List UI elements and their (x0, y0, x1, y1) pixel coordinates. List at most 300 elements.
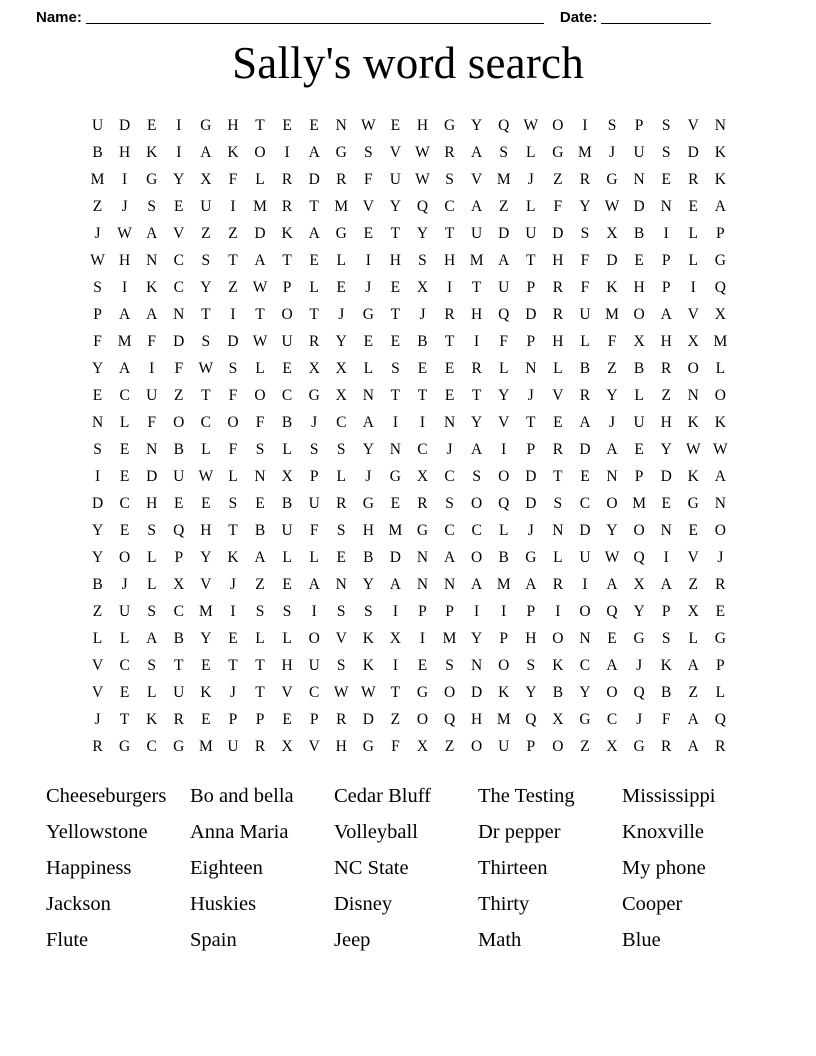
grid-cell[interactable]: R (715, 738, 726, 755)
grid-cell[interactable]: Y (362, 576, 374, 593)
grid-cell[interactable]: O (416, 711, 429, 728)
grid-cell[interactable]: T (255, 684, 265, 701)
grid-cell[interactable]: P (526, 333, 536, 350)
grid-cell[interactable]: E (282, 360, 292, 377)
grid-cell[interactable]: Q (173, 522, 185, 539)
grid-cell[interactable]: E (201, 495, 211, 512)
grid-cell[interactable]: S (526, 657, 536, 674)
grid-cell[interactable]: Z (228, 279, 238, 296)
grid-cell[interactable]: S (391, 360, 400, 377)
grid-cell[interactable]: H (227, 117, 239, 134)
grid-cell[interactable]: W (604, 198, 620, 215)
grid-cell[interactable]: C (308, 684, 320, 701)
grid-cell[interactable]: L (688, 252, 698, 269)
grid-cell[interactable]: U (91, 117, 104, 134)
grid-cell[interactable]: T (174, 657, 184, 674)
grid-cell[interactable]: P (526, 441, 536, 458)
grid-cell[interactable]: A (579, 414, 591, 431)
grid-cell[interactable]: E (444, 360, 455, 377)
grid-cell[interactable]: H (416, 117, 429, 134)
grid-cell[interactable]: U (119, 603, 131, 620)
grid-cell[interactable]: O (633, 306, 645, 323)
grid-cell[interactable]: O (281, 306, 293, 323)
grid-cell[interactable]: E (580, 468, 590, 485)
grid-cell[interactable]: O (714, 387, 726, 404)
grid-cell[interactable]: P (634, 468, 644, 485)
grid-cell[interactable]: C (606, 711, 618, 728)
grid-cell[interactable]: S (93, 441, 102, 458)
grid-cell[interactable]: R (173, 711, 184, 728)
grid-cell[interactable]: Z (607, 360, 617, 377)
grid-cell[interactable]: I (311, 603, 317, 620)
grid-cell[interactable]: S (661, 117, 671, 134)
grid-cell[interactable]: S (201, 333, 211, 350)
grid-cell[interactable]: V (687, 306, 699, 323)
grid-cell[interactable]: J (527, 171, 534, 188)
grid-cell[interactable]: G (714, 630, 726, 647)
grid-cell[interactable]: D (633, 198, 645, 215)
grid-cell[interactable]: M (388, 522, 403, 539)
grid-cell[interactable]: X (687, 603, 699, 620)
grid-cell[interactable]: A (362, 414, 374, 431)
grid-cell[interactable]: W (415, 171, 430, 188)
grid-cell[interactable]: K (606, 279, 618, 296)
grid-cell[interactable]: G (552, 144, 564, 161)
grid-cell[interactable]: M (90, 171, 105, 188)
grid-cell[interactable]: T (390, 387, 401, 404)
grid-cell[interactable]: L (336, 252, 346, 269)
grid-cell[interactable]: G (525, 549, 537, 566)
grid-cell[interactable]: O (606, 495, 618, 512)
grid-cell[interactable]: R (579, 171, 591, 188)
grid-cell[interactable]: U (633, 144, 645, 161)
grid-cell[interactable]: R (92, 738, 103, 755)
grid-cell[interactable]: F (228, 387, 238, 404)
grid-cell[interactable]: W (90, 252, 105, 269)
grid-cell[interactable]: E (661, 171, 671, 188)
grid-cell[interactable]: S (147, 198, 156, 215)
grid-cell[interactable]: E (174, 198, 184, 215)
grid-cell[interactable]: E (390, 117, 401, 134)
grid-cell[interactable]: P (661, 279, 671, 296)
grid-cell[interactable]: Y (606, 387, 618, 404)
grid-cell[interactable]: K (362, 630, 374, 647)
grid-cell[interactable]: I (555, 603, 561, 620)
grid-cell[interactable]: J (229, 576, 236, 593)
grid-cell[interactable]: H (443, 252, 456, 269)
grid-cell[interactable]: K (146, 144, 158, 161)
grid-cell[interactable]: P (282, 279, 292, 296)
grid-cell[interactable]: K (227, 549, 239, 566)
grid-cell[interactable]: H (281, 657, 293, 674)
grid-cell[interactable]: N (335, 117, 347, 134)
grid-cell[interactable]: R (661, 738, 672, 755)
grid-cell[interactable]: V (335, 630, 347, 647)
grid-cell[interactable]: P (526, 738, 536, 755)
grid-cell[interactable]: Y (335, 333, 347, 350)
grid-cell[interactable]: E (688, 522, 698, 539)
grid-cell[interactable]: I (419, 414, 426, 431)
grid-cell[interactable]: T (390, 306, 401, 323)
grid-cell[interactable]: O (471, 549, 483, 566)
grid-cell[interactable]: T (471, 279, 482, 296)
grid-cell[interactable]: E (119, 468, 130, 485)
grid-cell[interactable]: L (634, 387, 644, 404)
grid-cell[interactable]: V (308, 738, 320, 755)
grid-cell[interactable]: J (527, 387, 534, 404)
word-list-item[interactable]: The Testing (478, 785, 575, 807)
word-list-item[interactable]: Bo and bella (190, 785, 294, 807)
grid-cell[interactable]: H (471, 711, 483, 728)
grid-cell[interactable]: H (471, 306, 483, 323)
grid-cell[interactable]: Y (579, 684, 591, 701)
grid-cell[interactable]: Z (201, 225, 211, 242)
grid-cell[interactable]: G (606, 171, 618, 188)
grid-cell[interactable]: T (282, 252, 292, 269)
grid-cell[interactable]: J (121, 576, 128, 593)
grid-cell[interactable]: C (444, 522, 455, 539)
grid-cell[interactable]: H (660, 333, 672, 350)
grid-cell[interactable]: A (471, 441, 483, 458)
grid-cell[interactable]: J (94, 225, 101, 242)
grid-cell[interactable]: Y (525, 684, 537, 701)
grid-cell[interactable]: Q (525, 711, 537, 728)
grid-cell[interactable]: K (227, 144, 239, 161)
grid-cell[interactable]: E (634, 441, 644, 458)
grid-cell[interactable]: Q (606, 603, 618, 620)
grid-cell[interactable]: W (685, 441, 701, 458)
grid-cell[interactable]: V (687, 549, 699, 566)
word-list-item[interactable]: Disney (334, 893, 393, 915)
grid-cell[interactable]: A (443, 549, 456, 566)
grid-cell[interactable]: E (390, 495, 401, 512)
grid-cell[interactable]: O (606, 684, 618, 701)
grid-cell[interactable]: Z (92, 603, 103, 620)
grid-cell[interactable]: S (147, 657, 156, 674)
grid-cell[interactable]: D (308, 171, 320, 188)
word-list-item[interactable]: NC State (334, 857, 409, 879)
grid-cell[interactable]: A (254, 549, 266, 566)
grid-cell[interactable]: J (609, 414, 616, 431)
grid-cell[interactable]: R (471, 360, 482, 377)
grid-cell[interactable]: I (501, 603, 507, 620)
grid-cell[interactable]: I (392, 414, 398, 431)
grid-cell[interactable]: J (94, 711, 101, 728)
grid-cell[interactable]: L (119, 630, 130, 647)
grid-cell[interactable]: W (604, 549, 620, 566)
grid-cell[interactable]: L (526, 198, 536, 215)
grid-cell[interactable]: O (308, 630, 320, 647)
grid-cell[interactable]: W (361, 117, 376, 134)
grid-cell[interactable]: L (498, 522, 509, 539)
grid-cell[interactable]: A (471, 576, 483, 593)
grid-cell[interactable]: C (471, 522, 482, 539)
grid-cell[interactable]: T (471, 387, 482, 404)
grid-cell[interactable]: A (714, 198, 726, 215)
grid-cell[interactable]: P (526, 603, 536, 620)
grid-cell[interactable]: Y (471, 414, 483, 431)
grid-cell[interactable]: Z (580, 738, 590, 755)
grid-cell[interactable]: O (173, 414, 185, 431)
grid-cell[interactable]: D (606, 252, 618, 269)
grid-cell[interactable]: P (309, 711, 319, 728)
grid-cell[interactable]: T (255, 117, 265, 134)
grid-cell[interactable]: N (416, 549, 429, 566)
grid-cell[interactable]: T (309, 198, 319, 215)
grid-cell[interactable]: O (498, 468, 510, 485)
grid-cell[interactable]: G (579, 711, 591, 728)
grid-cell[interactable]: F (661, 711, 671, 728)
grid-cell[interactable]: N (579, 630, 591, 647)
grid-cell[interactable]: A (119, 360, 131, 377)
grid-cell[interactable]: P (93, 306, 102, 323)
grid-cell[interactable]: Z (498, 198, 509, 215)
grid-cell[interactable]: S (553, 495, 563, 512)
grid-cell[interactable]: J (527, 522, 534, 539)
grid-cell[interactable]: Y (389, 198, 401, 215)
grid-cell[interactable]: E (363, 225, 374, 242)
grid-cell[interactable]: I (582, 576, 588, 593)
grid-cell[interactable]: S (201, 252, 211, 269)
grid-cell[interactable]: I (230, 198, 236, 215)
grid-cell[interactable]: A (308, 225, 320, 242)
word-list-item[interactable]: Anna Maria (190, 821, 289, 843)
grid-cell[interactable]: L (688, 225, 698, 242)
grid-cell[interactable]: R (661, 360, 672, 377)
grid-cell[interactable]: S (336, 603, 346, 620)
grid-cell[interactable]: G (200, 117, 212, 134)
grid-cell[interactable]: G (362, 306, 374, 323)
grid-cell[interactable]: T (444, 225, 455, 242)
grid-cell[interactable]: T (309, 306, 319, 323)
grid-cell[interactable]: K (362, 657, 374, 674)
grid-cell[interactable]: D (471, 684, 483, 701)
grid-cell[interactable]: G (308, 387, 320, 404)
grid-cell[interactable]: Z (255, 576, 265, 593)
grid-cell[interactable]: O (714, 522, 726, 539)
grid-cell[interactable]: H (525, 630, 537, 647)
grid-cell[interactable]: A (119, 306, 131, 323)
grid-cell[interactable]: S (580, 225, 590, 242)
grid-cell[interactable]: K (714, 171, 726, 188)
grid-cell[interactable]: U (471, 225, 483, 242)
grid-cell[interactable]: R (417, 495, 428, 512)
grid-cell[interactable]: N (660, 198, 672, 215)
grid-cell[interactable]: Q (498, 117, 510, 134)
grid-cell[interactable]: M (334, 198, 349, 215)
grid-cell[interactable]: W (198, 360, 214, 377)
grid-cell[interactable]: A (471, 198, 483, 215)
grid-cell[interactable]: Q (443, 711, 456, 728)
grid-cell[interactable]: G (389, 468, 401, 485)
grid-cell[interactable]: V (471, 171, 483, 188)
grid-cell[interactable]: A (471, 144, 483, 161)
grid-cell[interactable]: E (119, 684, 130, 701)
grid-cell[interactable]: N (254, 468, 266, 485)
grid-cell[interactable]: E (309, 252, 319, 269)
grid-cell[interactable]: L (282, 441, 292, 458)
grid-cell[interactable]: R (715, 576, 726, 593)
grid-cell[interactable]: E (146, 117, 157, 134)
grid-cell[interactable]: L (119, 414, 130, 431)
grid-cell[interactable]: E (607, 630, 617, 647)
grid-cell[interactable]: M (496, 171, 511, 188)
grid-cell[interactable]: K (687, 414, 699, 431)
grid-cell[interactable]: E (634, 252, 644, 269)
grid-cell[interactable]: V (389, 144, 401, 161)
grid-cell[interactable]: Z (92, 198, 103, 215)
grid-cell[interactable]: U (579, 306, 591, 323)
grid-cell[interactable]: U (308, 657, 320, 674)
grid-cell[interactable]: S (661, 144, 671, 161)
grid-cell[interactable]: V (687, 117, 699, 134)
grid-cell[interactable]: E (201, 711, 211, 728)
grid-cell[interactable]: Y (200, 549, 212, 566)
grid-cell[interactable]: A (660, 576, 672, 593)
grid-cell[interactable]: Q (498, 495, 510, 512)
grid-cell[interactable]: N (443, 576, 456, 593)
grid-cell[interactable]: Y (91, 522, 104, 539)
grid-cell[interactable]: I (392, 657, 398, 674)
word-list-item[interactable]: Volleyball (334, 821, 418, 843)
grid-cell[interactable]: X (173, 576, 185, 593)
grid-cell[interactable]: D (91, 495, 104, 512)
grid-cell[interactable]: F (607, 333, 617, 350)
grid-cell[interactable]: T (526, 414, 536, 431)
grid-cell[interactable]: R (308, 333, 320, 350)
grid-cell[interactable]: L (498, 360, 509, 377)
grid-cell[interactable]: L (363, 360, 374, 377)
grid-cell[interactable]: Z (174, 387, 184, 404)
grid-cell[interactable]: T (228, 522, 238, 539)
grid-cell[interactable]: D (579, 441, 591, 458)
grid-cell[interactable]: X (416, 738, 429, 755)
word-list-item[interactable]: My phone (622, 857, 706, 879)
grid-cell[interactable]: G (173, 738, 185, 755)
grid-cell[interactable]: G (633, 630, 645, 647)
grid-cell[interactable]: L (146, 576, 157, 593)
grid-cell[interactable]: S (445, 171, 454, 188)
grid-cell[interactable]: P (499, 630, 509, 647)
grid-cell[interactable]: V (552, 387, 564, 404)
grid-cell[interactable]: V (281, 684, 293, 701)
grid-cell[interactable]: E (119, 441, 130, 458)
grid-cell[interactable]: B (579, 360, 591, 377)
word-list-item[interactable]: Dr pepper (478, 821, 561, 843)
grid-cell[interactable]: D (525, 495, 537, 512)
grid-cell[interactable]: T (119, 711, 130, 728)
word-list-item[interactable]: Jeep (334, 929, 371, 951)
grid-cell[interactable]: D (119, 117, 131, 134)
grid-cell[interactable]: X (416, 279, 429, 296)
grid-cell[interactable]: B (498, 549, 509, 566)
grid-cell[interactable]: M (442, 630, 457, 647)
grid-cell[interactable]: D (525, 306, 537, 323)
grid-cell[interactable]: Z (553, 171, 563, 188)
grid-cell[interactable]: L (146, 549, 157, 566)
grid-cell[interactable]: Y (173, 171, 185, 188)
grid-cell[interactable]: D (660, 468, 672, 485)
grid-cell[interactable]: I (122, 171, 128, 188)
grid-cell[interactable]: U (633, 414, 645, 431)
word-list-item[interactable]: Thirty (478, 893, 530, 915)
grid-cell[interactable]: U (200, 198, 212, 215)
grid-cell[interactable]: W (333, 684, 349, 701)
grid-cell[interactable]: B (363, 549, 374, 566)
grid-cell[interactable]: R (579, 387, 591, 404)
grid-cell[interactable]: A (606, 657, 618, 674)
grid-cell[interactable]: Y (606, 522, 618, 539)
word-list-item[interactable]: Knoxville (622, 821, 704, 843)
grid-cell[interactable]: E (282, 711, 292, 728)
grid-cell[interactable]: E (336, 549, 346, 566)
grid-cell[interactable]: D (498, 225, 510, 242)
grid-cell[interactable]: H (119, 252, 131, 269)
grid-cell[interactable]: E (255, 495, 265, 512)
grid-cell[interactable]: A (714, 468, 726, 485)
grid-cell[interactable]: Y (660, 441, 672, 458)
grid-cell[interactable]: P (309, 468, 319, 485)
grid-cell[interactable]: Z (390, 711, 401, 728)
grid-cell[interactable]: P (716, 657, 725, 674)
grid-cell[interactable]: J (446, 441, 453, 458)
grid-cell[interactable]: A (687, 711, 699, 728)
grid-cell[interactable]: D (687, 144, 699, 161)
grid-cell[interactable]: S (472, 468, 481, 485)
grid-cell[interactable]: R (281, 198, 293, 215)
word-list-item[interactable]: Cedar Bluff (334, 785, 431, 807)
grid-cell[interactable]: S (255, 603, 265, 620)
grid-cell[interactable]: R (552, 306, 564, 323)
grid-cell[interactable]: L (255, 360, 265, 377)
word-list-item[interactable]: Yellowstone (46, 821, 148, 843)
grid-cell[interactable]: F (391, 738, 400, 755)
grid-cell[interactable]: W (252, 333, 268, 350)
grid-cell[interactable]: O (471, 738, 483, 755)
grid-cell[interactable]: G (362, 738, 374, 755)
grid-cell[interactable]: X (552, 711, 564, 728)
grid-cell[interactable]: I (392, 603, 398, 620)
grid-cell[interactable]: I (230, 306, 236, 323)
grid-cell[interactable]: S (499, 144, 509, 161)
grid-cell[interactable]: W (252, 279, 268, 296)
grid-cell[interactable]: L (580, 333, 590, 350)
grid-cell[interactable]: C (200, 414, 212, 431)
grid-cell[interactable]: T (390, 225, 401, 242)
grid-cell[interactable]: L (255, 171, 265, 188)
grid-cell[interactable]: B (92, 144, 103, 161)
grid-cell[interactable]: A (606, 441, 618, 458)
grid-cell[interactable]: V (498, 414, 510, 431)
grid-cell[interactable]: I (690, 279, 696, 296)
grid-cell[interactable]: Q (714, 711, 726, 728)
grid-cell[interactable]: S (93, 279, 102, 296)
grid-cell[interactable]: N (443, 414, 456, 431)
grid-cell[interactable]: N (335, 576, 347, 593)
grid-cell[interactable]: G (714, 252, 726, 269)
grid-cell[interactable]: K (146, 711, 158, 728)
word-list-item[interactable]: Happiness (46, 857, 132, 879)
grid-cell[interactable]: E (282, 576, 292, 593)
grid-cell[interactable]: B (254, 522, 266, 539)
grid-cell[interactable]: E (661, 495, 671, 512)
grid-cell[interactable]: X (335, 387, 347, 404)
grid-cell[interactable]: O (443, 684, 456, 701)
grid-cell[interactable]: K (714, 144, 726, 161)
grid-cell[interactable]: L (553, 549, 563, 566)
grid-cell[interactable]: L (688, 630, 698, 647)
grid-cell[interactable]: Z (688, 684, 698, 701)
